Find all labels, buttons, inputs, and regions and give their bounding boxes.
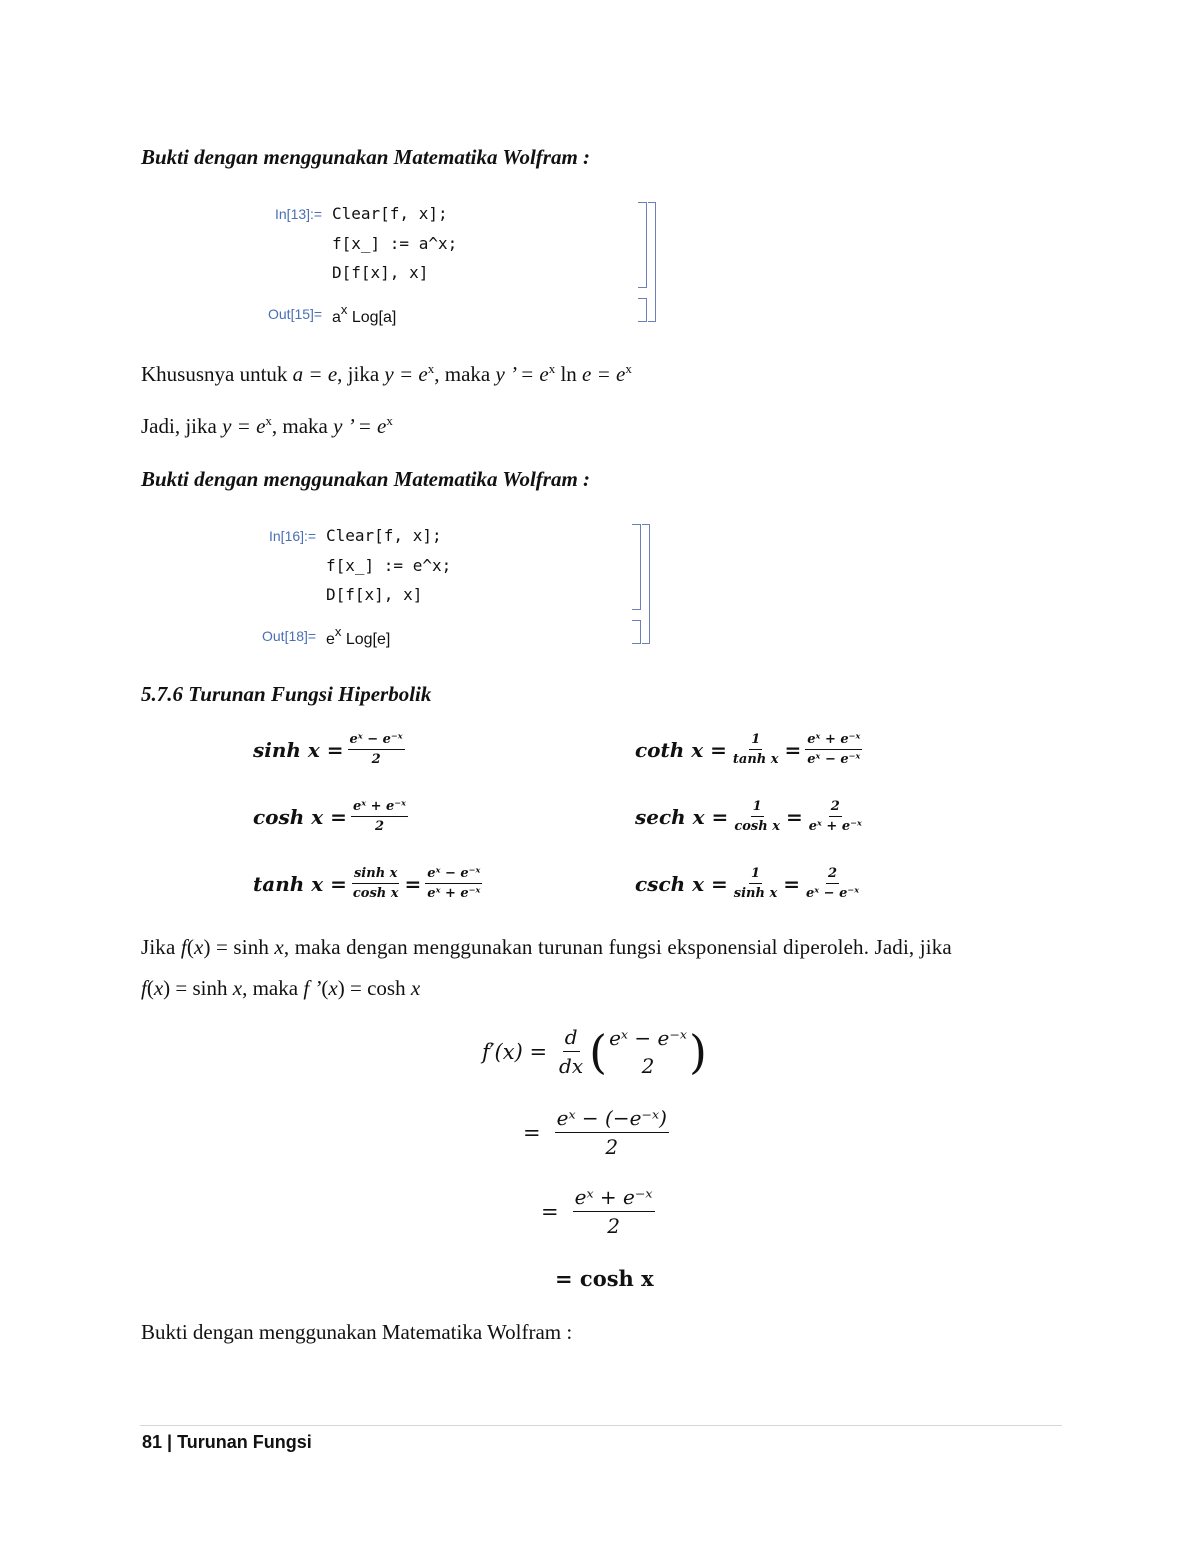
cell-output: $a^x$ Log[a] <box>332 302 397 326</box>
def-sinh: sinh x = $\frac{\text{eˣ − e⁻ˣ}}{2}$ <box>253 732 403 767</box>
paragraph-sinh-derivative-cont: f(x) = sinh x, maka f ’(x) = cosh x <box>141 976 421 1000</box>
code-line: f[x_] := a^x; <box>332 234 458 253</box>
group-bracket[interactable] <box>648 202 656 322</box>
chapter-title: Turunan Fungsi <box>177 1432 312 1452</box>
output-bracket[interactable] <box>632 620 641 644</box>
paragraph-conclusion: Jadi, jika $y = e^x$, maka y ’ = $e^x$ <box>141 413 393 438</box>
def-tanh: tanh x = $\frac{\text{sinh x}}{\text{cosh x}}$ = $\frac{\text{eˣ − e⁻ˣ}}{\text{eˣ + e⁻ˣ}}$ <box>253 866 481 901</box>
code-line: f[x_] := e^x; <box>326 556 452 575</box>
derivation-step-1: f′(x) = $\frac{d}{dx}$ ( eˣ − e⁻ˣ 2 ) <box>482 1024 707 1079</box>
code-line: D[f[x], x] <box>326 585 423 604</box>
derivation-result: = cosh x <box>555 1266 654 1291</box>
closing-proof-line: Bukti dengan menggunakan Matematika Wolfram : <box>141 1320 573 1344</box>
cell-input-label: In[13]:= <box>275 206 323 222</box>
proof-heading-1: Bukti dengan menggunakan Matematika Wolfram : <box>141 145 591 169</box>
proof-heading-2: Bukti dengan menggunakan Matematika Wolfram : <box>141 467 591 491</box>
cell-bracket[interactable] <box>638 202 647 288</box>
code-line: Clear[f, x]; <box>326 526 442 545</box>
def-sech: sech x = $\frac{1}{\text{cosh x}}$ = $\frac{2}{\text{eˣ + e⁻ˣ}}$ <box>635 799 862 834</box>
cell-input-label: In[16]:= <box>269 528 317 544</box>
output-bracket[interactable] <box>638 298 647 322</box>
cell-output-label: Out[18]= <box>262 628 317 644</box>
def-coth: coth x = $\frac{1}{\text{tanh x}}$ = $\frac{\text{eˣ + e⁻ˣ}}{\text{eˣ − e⁻ˣ}}$ <box>635 732 861 767</box>
cell-output: $e^x$ Log[e] <box>326 624 391 648</box>
page-number: 81 <box>142 1432 163 1452</box>
wolfram-cell-1 <box>268 198 668 328</box>
paragraph-special-case: Khususnya untuk a = e, jika $y = e^x$, maka y ’ = $e^x$ $\ln e = e^x$ <box>141 361 632 386</box>
derivation-step-3: = $\frac{\text{eˣ + e⁻ˣ}}{2}$ <box>541 1185 653 1238</box>
footer-separator: | <box>167 1432 173 1452</box>
group-bracket[interactable] <box>642 524 650 644</box>
def-csch: csch x = $\frac{1}{\text{sinh x}}$ = $\frac{2}{\text{eˣ − e⁻ˣ}}$ <box>635 866 860 901</box>
footer-divider <box>140 1425 1062 1426</box>
derivation-step-2: = $\frac{\text{eˣ − (−e⁻ˣ)}}{2}$ <box>523 1106 667 1159</box>
def-cosh: cosh x = $\frac{\text{eˣ + e⁻ˣ}}{2}$ <box>253 799 407 834</box>
code-line: Clear[f, x]; <box>332 204 448 223</box>
section-title: 5.7.6 Turunan Fungsi Hiperbolik <box>141 682 432 706</box>
code-line: D[f[x], x] <box>332 263 429 282</box>
cell-bracket[interactable] <box>632 524 641 610</box>
paragraph-sinh-derivative: Jika f(x) = sinh x, maka dengan menggunakan turunan fungsi eksponensial diperoleh. Jadi, jika <box>141 935 952 959</box>
page-footer <box>142 1432 312 1453</box>
wolfram-cell-2 <box>262 520 662 650</box>
cell-output-label: Out[15]= <box>268 306 323 322</box>
